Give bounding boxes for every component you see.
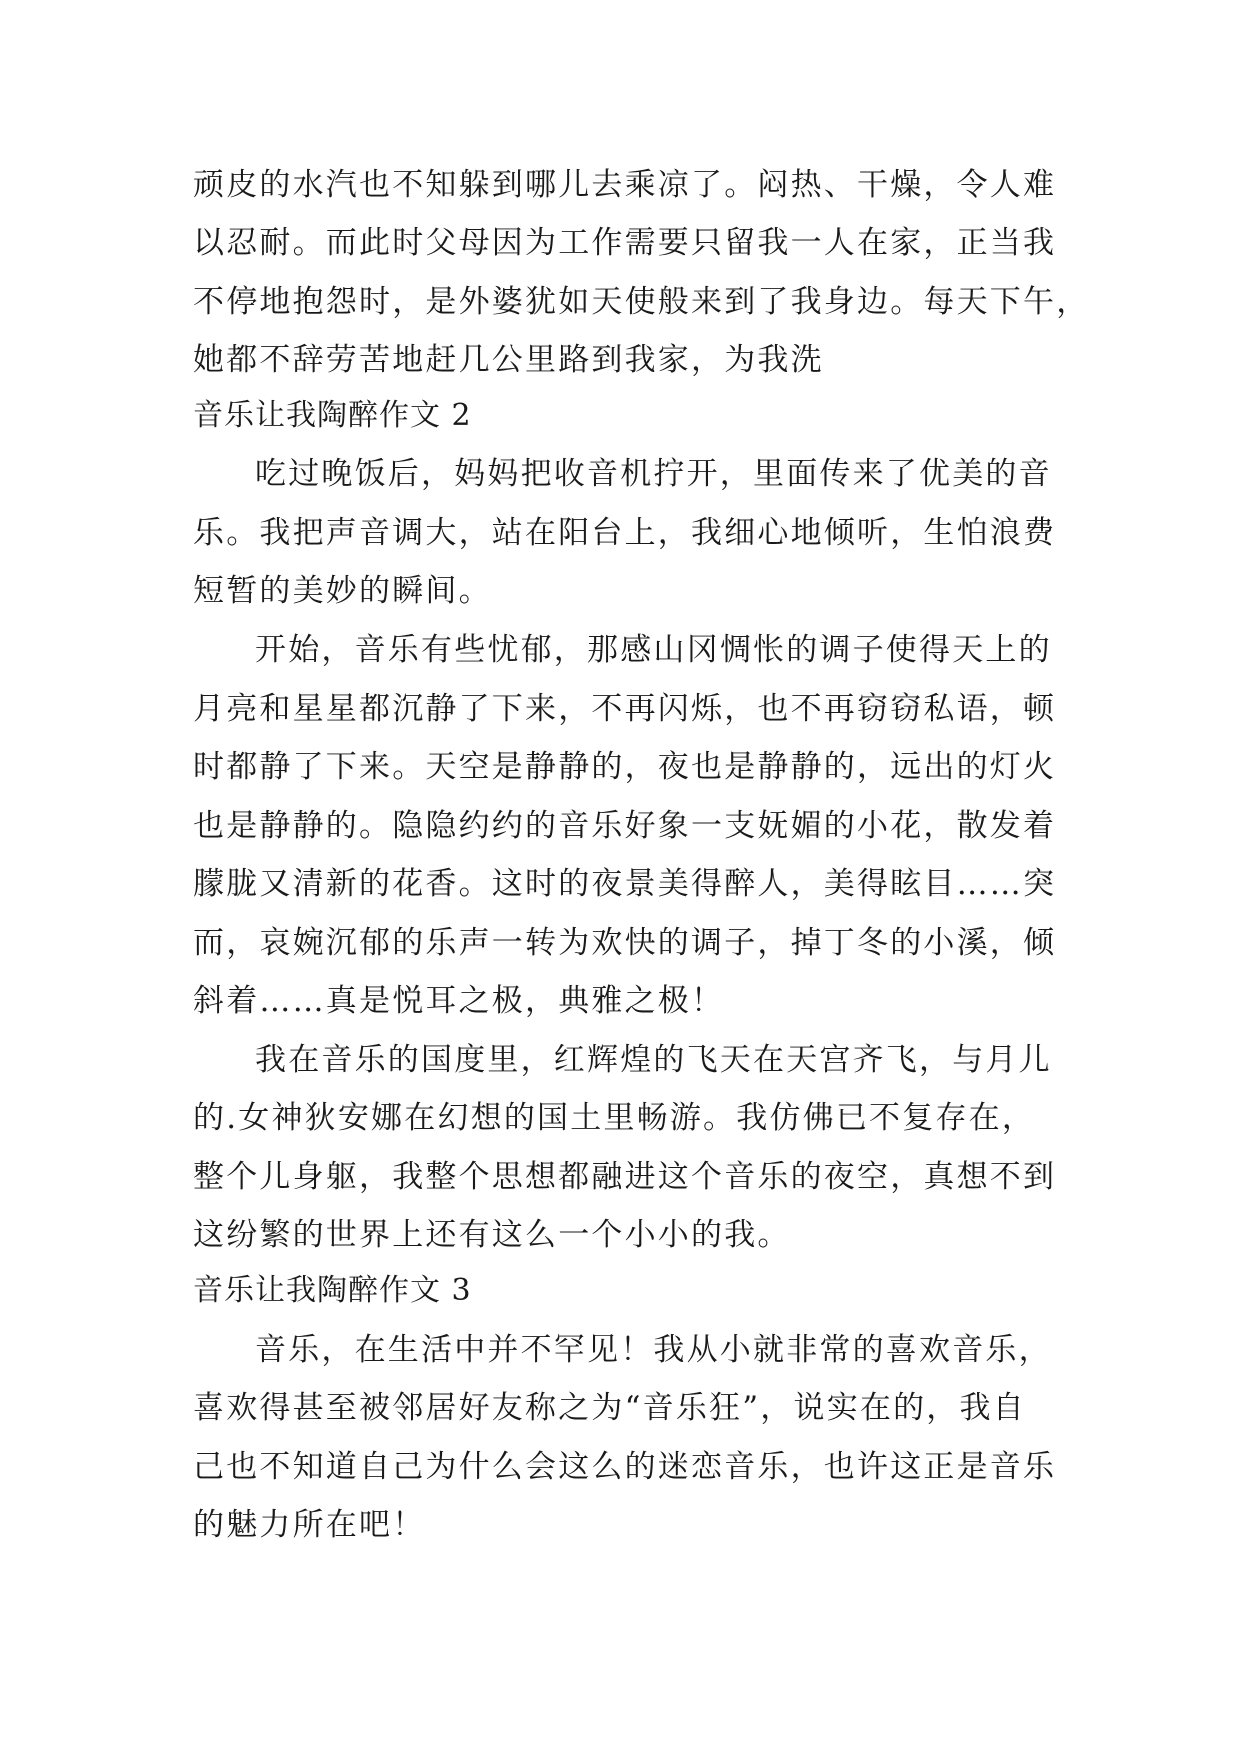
body-text-line: 这纷繁的世界上还有这么一个小小的我。 [193, 1217, 791, 1253]
body-text-line: 斜着……真是悦耳之极，典雅之极！ [193, 983, 725, 1019]
body-text-line: 开始，音乐有些忧郁，那感山冈惆怅的调子使得天上的 [255, 632, 1052, 668]
body-text-line: 她都不辞劳苦地赶几公里路到我家，为我洗 [193, 342, 824, 378]
body-text-line: 而，哀婉沉郁的乐声一转为欢快的调子，掉丁冬的小溪，倾 [193, 925, 1057, 961]
body-text-line: 短暂的美妙的瞬间。 [193, 573, 492, 609]
body-text-line: 乐。我把声音调大，站在阳台上，我细心地倾听，生怕浪费 [193, 515, 1057, 551]
body-text-line: 整个儿身躯，我整个思想都融进这个音乐的夜空，真想不到 [193, 1159, 1057, 1195]
body-text-line: 喜欢得甚至被邻居好友称之为“音乐狂”，说实在的，我自 [193, 1390, 1026, 1426]
body-text-line: 时都静了下来。天空是静静的，夜也是静静的，远出的灯火 [193, 749, 1057, 785]
section-heading: 音乐让我陶醉作文 3 [193, 1273, 472, 1308]
section-heading: 音乐让我陶醉作文 2 [193, 398, 472, 433]
body-text-line: 的魅力所在吧！ [193, 1507, 426, 1543]
body-text-line: 顽皮的水汽也不知躲到哪儿去乘凉了。闷热、干燥，令人难 [193, 167, 1057, 203]
body-text-line: 月亮和星星都沉静了下来，不再闪烁，也不再窃窃私语，顿 [193, 691, 1057, 727]
body-text-line: 朦胧又清新的花香。这时的夜景美得醉人，美得眩目……突 [193, 866, 1057, 902]
body-text-line: 不停地抱怨时，是外婆犹如天使般来到了我身边。每天下午， [193, 284, 1090, 320]
body-text-line: 的.女神狄安娜在幻想的国土里畅游。我仿佛已不复存在， [193, 1100, 1036, 1136]
body-text-line: 音乐，在生活中并不罕见！我从小就非常的喜欢音乐， [255, 1332, 1052, 1368]
body-text-line: 我在音乐的国度里，红辉煌的飞天在天宫齐飞，与月儿 [255, 1042, 1052, 1078]
body-text-line: 也是静静的。隐隐约约的音乐好象一支妩媚的小花，散发着 [193, 808, 1057, 844]
body-text-line: 以忍耐。而此时父母因为工作需要只留我一人在家，正当我 [193, 225, 1057, 261]
body-text-line: 己也不知道自己为什么会这么的迷恋音乐，也许这正是音乐 [193, 1449, 1057, 1485]
body-text-line: 吃过晚饭后，妈妈把收音机拧开，里面传来了优美的音 [255, 456, 1052, 492]
